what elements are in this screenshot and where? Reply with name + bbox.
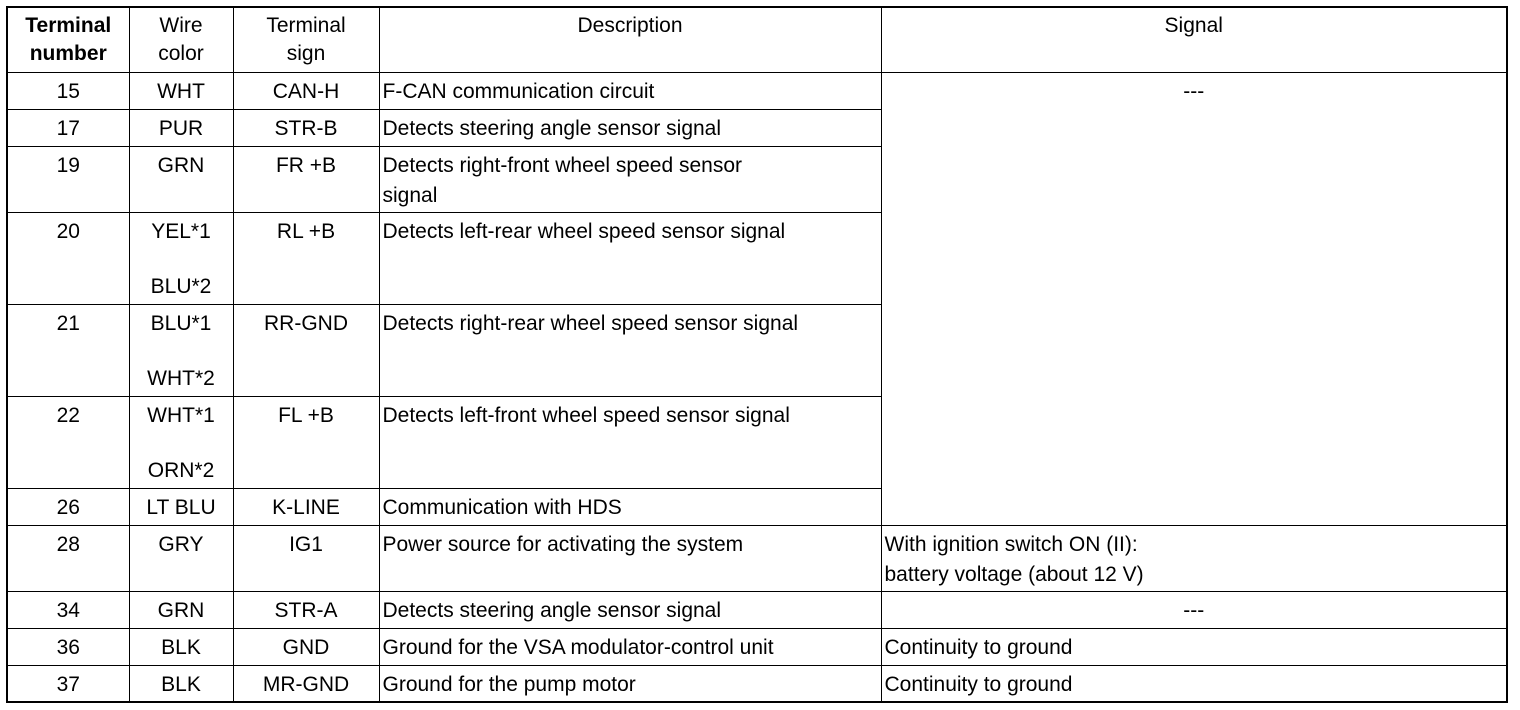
- terminal-number: 34: [7, 591, 129, 628]
- terminal-number: 22: [7, 396, 129, 488]
- header-terminal-line1: Terminal: [25, 14, 112, 37]
- header-description-text: Description: [577, 14, 683, 37]
- terminal-sign: STR-B: [233, 109, 379, 146]
- wire-color: PUR: [129, 109, 233, 146]
- description: Ground for the VSA modulator-control unit: [379, 628, 881, 665]
- description: Ground for the pump motor: [379, 665, 881, 702]
- terminal-number: 26: [7, 488, 129, 525]
- signal: [881, 525, 1507, 591]
- terminal-sign: K-LINE: [233, 488, 379, 525]
- table-header-row: [7, 7, 1507, 72]
- terminal-sign: CAN-H: [233, 72, 379, 109]
- wire-color-variant-1: BLU*1: [150, 311, 212, 335]
- description-line: signal: [382, 183, 438, 207]
- description: Power source for activating the system: [379, 525, 881, 591]
- terminal-number: 15: [7, 72, 129, 109]
- wire-color-variant-1: YEL*1: [151, 219, 211, 243]
- wire-color: BLK: [129, 628, 233, 665]
- wire-color: [129, 304, 233, 396]
- terminal-sign: IG1: [233, 525, 379, 591]
- description: F-CAN communication circuit: [379, 72, 881, 109]
- terminal-table: [6, 6, 1508, 703]
- terminal-sign: RR-GND: [233, 304, 379, 396]
- wire-color: [129, 396, 233, 488]
- table-row: [7, 591, 1507, 628]
- terminal-number: 17: [7, 109, 129, 146]
- signal: Continuity to ground: [881, 665, 1507, 702]
- description-line: Detects right-front wheel speed sensor: [382, 153, 743, 177]
- signal-line: battery voltage (about 12 V): [884, 562, 1144, 586]
- terminal-number: 28: [7, 525, 129, 591]
- header-signal: [881, 7, 1507, 72]
- wire-color: WHT: [129, 72, 233, 109]
- terminal-number: 37: [7, 665, 129, 702]
- header-sign-line1: Terminal: [266, 14, 346, 37]
- wire-color-variant-2: WHT*2: [147, 366, 215, 390]
- wire-color: GRN: [129, 591, 233, 628]
- wire-color: LT BLU: [129, 488, 233, 525]
- table-row: [7, 525, 1507, 591]
- wire-color-variant-2: BLU*2: [150, 274, 212, 298]
- wire-color-variant-2: ORN*2: [147, 458, 215, 482]
- header-wire-line2: color: [158, 42, 204, 65]
- wire-color: GRN: [129, 146, 233, 212]
- description: Detects left-rear wheel speed sensor signal: [379, 212, 881, 304]
- wire-color-variant-1: WHT*1: [147, 403, 215, 427]
- terminal-number: 21: [7, 304, 129, 396]
- description: Detects left-front wheel speed sensor signal: [379, 396, 881, 488]
- header-terminal-line2: number: [29, 42, 107, 65]
- wire-color: GRY: [129, 525, 233, 591]
- terminal-sign: GND: [233, 628, 379, 665]
- terminal-sign: STR-A: [233, 591, 379, 628]
- header-description: [379, 7, 881, 72]
- table-row: [7, 628, 1507, 665]
- description: Detects steering angle sensor signal: [379, 591, 881, 628]
- wire-color: [129, 212, 233, 304]
- signal-group: ---: [881, 72, 1507, 525]
- signal: ---: [881, 591, 1507, 628]
- description: Communication with HDS: [379, 488, 881, 525]
- terminal-number: 19: [7, 146, 129, 212]
- header-wire-color: [129, 7, 233, 72]
- terminal-sign: FL +B: [233, 396, 379, 488]
- header-sign-line2: sign: [286, 42, 326, 65]
- header-terminal-number: [7, 7, 129, 72]
- description: Detects right-rear wheel speed sensor signal: [379, 304, 881, 396]
- terminal-sign: MR-GND: [233, 665, 379, 702]
- terminal-sign: RL +B: [233, 212, 379, 304]
- header-terminal-sign: [233, 7, 379, 72]
- description: [379, 146, 881, 212]
- signal-line: With ignition switch ON (II):: [884, 532, 1138, 556]
- header-wire-line1: Wire: [159, 14, 203, 37]
- terminal-sign: FR +B: [233, 146, 379, 212]
- header-signal-text: Signal: [1164, 14, 1223, 37]
- terminal-number: 36: [7, 628, 129, 665]
- terminal-number: 20: [7, 212, 129, 304]
- table-row: [7, 72, 1507, 109]
- description: Detects steering angle sensor signal: [379, 109, 881, 146]
- wire-color: BLK: [129, 665, 233, 702]
- table-row: [7, 665, 1507, 702]
- signal: Continuity to ground: [881, 628, 1507, 665]
